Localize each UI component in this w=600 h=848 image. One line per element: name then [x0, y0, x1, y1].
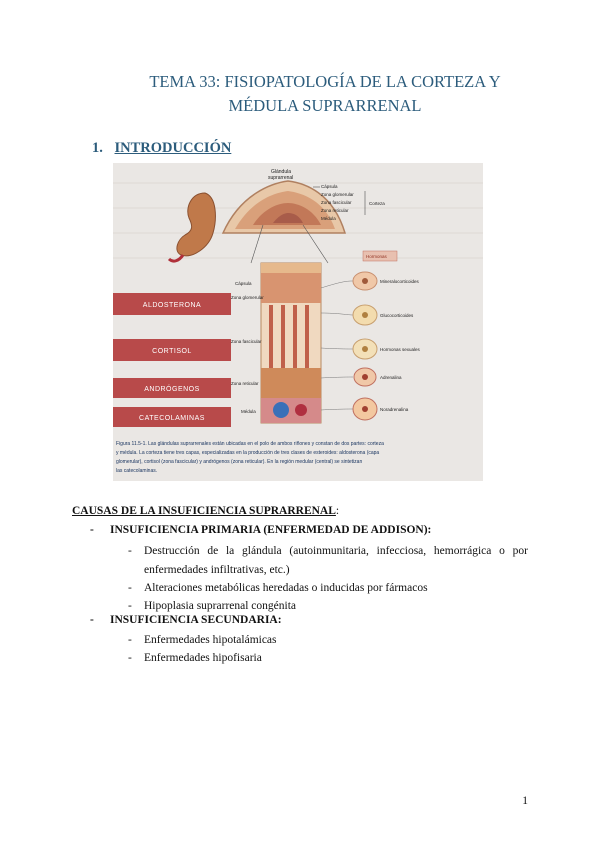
section-number: 1.: [92, 140, 103, 156]
cell-type-header: Hormonas: [366, 254, 387, 259]
secondary-dash: -: [90, 614, 94, 626]
zone-label-reticular: Zona reticular: [231, 381, 259, 386]
sub-dash: -: [128, 600, 132, 612]
caption-line-1: Figura 11.5-1. Las glándulas suprarrenales están ubicadas en el polo de ambos riñones y constan de dos partes: corteza: [116, 441, 384, 447]
right-labels: [313, 184, 385, 221]
zone-label-fascicular: Zona fascicular: [231, 339, 262, 344]
adrenal-gland-figure: [113, 163, 483, 481]
secondary-subitem-2-text: Enfermedades hipofisaria: [144, 652, 262, 664]
page-title: [80, 70, 570, 118]
primary-subitem-2-text: Alteraciones metabólicas heredadas o inducidas por fármacos: [144, 582, 428, 594]
primary-subitem-1-text: Destrucción de la glándula (autoinmunitaria, infecciosa, hemorrágica o por enfermedades infiltrativas, etc.): [144, 545, 528, 576]
secondary-subitem-1-text: Enfermedades hipotalámicas: [144, 634, 277, 646]
primary-label: INSUFICIENCIA PRIMARIA (ENFERMEDAD DE ADDISON):: [110, 524, 432, 536]
primary-subitem-3-text: Hipoplasia suprarrenal congénita: [144, 600, 296, 612]
banner-androgenos-label: ANDRÓGENOS: [144, 386, 200, 393]
caption-line-4: las catecolaminas.: [116, 468, 158, 474]
primary-subitem-2: [128, 579, 528, 598]
banner-aldosterona-label: ALDOSTERONA: [142, 302, 202, 309]
zone-label-glomerular: Zona glomerular: [231, 295, 264, 300]
cell-label-2: Glucocorticoides: [380, 313, 414, 318]
cell-label-5: Noradrenalina: [380, 407, 409, 412]
causes-colon: :: [335, 505, 340, 517]
right-label-reticular: Zona reticular: [321, 208, 349, 213]
sub-dash: -: [128, 582, 132, 594]
top-label-2: suprarrenal: [268, 175, 294, 181]
secondary-subitem-1: [128, 631, 528, 650]
tissue-column-icon: [261, 263, 321, 423]
causes-heading-line: [72, 505, 339, 517]
cells: [321, 251, 421, 420]
secondary-item: [90, 614, 282, 626]
title-line-2: MÉDULA SUPRARRENAL: [228, 96, 422, 115]
caption-line-2: y médula. La corteza tiene tres capas, especializadas en la producción de tres clases de esteroides: aldosterona (capa: [116, 450, 380, 456]
right-label-capsula: Cápsula: [321, 184, 338, 189]
top-label-1: Glándula: [271, 169, 292, 175]
cell-label-1: Mineralocorticoides: [380, 279, 419, 284]
banner-cortisol-label: CORTISOL: [152, 348, 192, 355]
corteza-label: Corteza: [369, 201, 385, 206]
hormone-banners: [113, 293, 231, 427]
zone-label-medula: Médula: [241, 409, 256, 414]
sub-dash: -: [128, 634, 132, 646]
right-label-medula: Médula: [321, 216, 336, 221]
cell-label-4: Adrenalina: [380, 375, 402, 380]
secondary-label: INSUFICIENCIA SECUNDARIA:: [110, 614, 282, 626]
right-label-glomerular: Zona glomerular: [321, 192, 354, 197]
title-line-1: TEMA 33: FISIOPATOLOGÍA DE LA CORTEZA Y: [149, 72, 501, 91]
sub-dash: -: [128, 652, 132, 664]
secondary-subitem-2: [128, 649, 528, 668]
zone-label-capsula: Cápsula: [235, 281, 252, 286]
caption-line-3: glomerular), cortisol (zona fascicular) y andrógenos (zona reticular). En la región medular (central) se sintetizan: [116, 459, 363, 465]
cell-label-3: Hormonas sexuales: [380, 347, 420, 352]
section-heading: [92, 140, 231, 157]
section-title: INTRODUCCIÓN: [114, 140, 232, 156]
figure-illustration: [113, 163, 483, 481]
causes-heading: CAUSAS DE LA INSUFICIENCIA SUPRARRENAL: [72, 505, 336, 517]
figure-caption: [116, 441, 384, 474]
primary-subitem-1: [128, 542, 528, 580]
kidney-icon: [169, 193, 215, 261]
sub-dash: -: [128, 545, 132, 557]
page-number: 1: [522, 795, 528, 807]
right-label-fascicular: Zona fascicular: [321, 200, 352, 205]
primary-item: [90, 524, 431, 536]
banner-catecolaminas-label: CATECOLAMINAS: [139, 415, 205, 422]
primary-dash: -: [90, 524, 94, 536]
